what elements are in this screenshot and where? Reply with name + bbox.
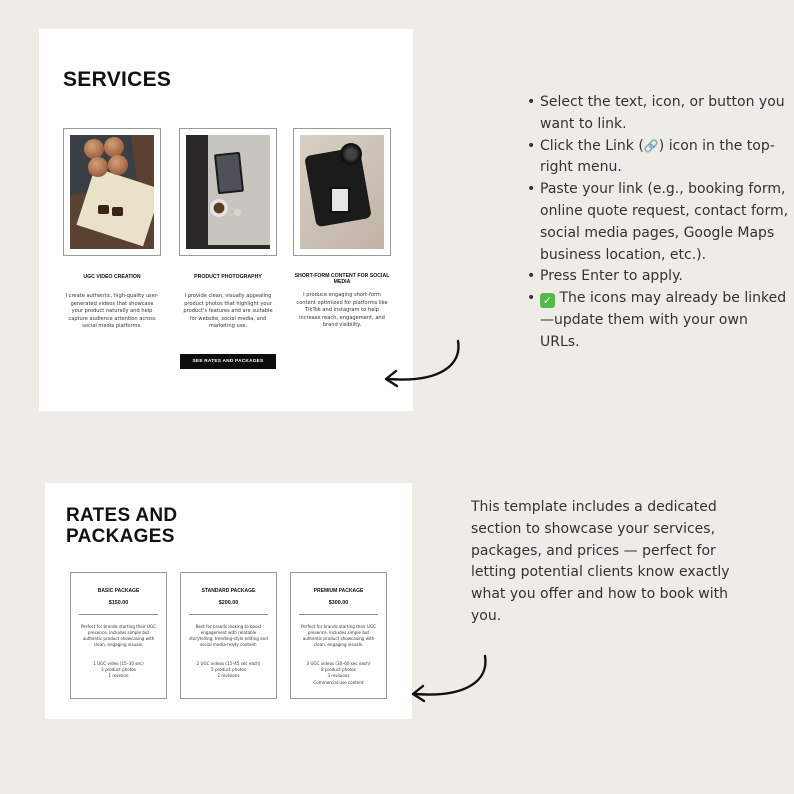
package-include-item: 3 product photos	[101, 667, 136, 673]
service-name: SHORT-FORM CONTENT FOR SOCIAL MEDIA	[294, 273, 390, 285]
package-includes	[71, 661, 166, 680]
package-name: STANDARD PACKAGE	[201, 588, 256, 594]
package-include-item: 1 UGC video (15–30 sec)	[93, 661, 144, 666]
instruction-item: • Select the text, icon, or button you want to link.	[540, 92, 790, 136]
service-card-shortform	[293, 128, 391, 330]
service-desc: I create authentic, high-quality user-generated videos that showcase your product naturally and help capture audience attention across social media platforms.	[65, 293, 159, 330]
instruction-item	[540, 288, 790, 353]
service-name: PRODUCT PHOTOGRAPHY	[194, 274, 262, 280]
instruction-item	[540, 136, 790, 180]
package-desc: Perfect for brands starting their UGC presence. Includes simple but authentic product showcasing with clean, engaging visuals.	[300, 624, 377, 647]
template-description: This template includes a dedicated section to showcase your services, packages, and prices — perfect for letting potential clients know exactly what you offer and how to book with you.	[471, 499, 730, 624]
package-include-item: 2 UGC videos (15–45 sec each)	[196, 661, 261, 666]
package-desc: Best for brands looking to boost engagement with relatable storytelling, trending-style editing and social media-ready content.	[189, 624, 268, 647]
instruction-text: The icons may already be linked—update them with your own URLs.	[540, 290, 787, 350]
package-price: $200.00	[218, 600, 239, 606]
package-includes	[181, 661, 276, 680]
camera-photo	[300, 135, 384, 249]
package-price: $300.00	[328, 600, 349, 606]
package-include-item: Commercial-use content	[313, 679, 364, 685]
rates-title-line2: PACKAGES	[66, 526, 175, 547]
service-name: UGC VIDEO CREATION	[83, 274, 141, 280]
package-desc: Perfect for brands starting their UGC presence. Includes simple but authentic product showcasing with clean, engaging visuals.	[80, 624, 157, 647]
package-card-standard	[180, 572, 277, 699]
package-include-item: 2 revisions	[217, 673, 240, 679]
package-divider	[79, 614, 158, 615]
see-rates-button[interactable]: SEE RATES AND PACKAGES	[180, 354, 276, 369]
service-card-ugc	[63, 128, 161, 331]
package-name: BASIC PACKAGE	[97, 588, 140, 594]
service-card-photo	[179, 128, 277, 331]
curved-arrow-icon	[405, 650, 495, 710]
service-photo-frame	[63, 128, 161, 256]
package-includes	[291, 661, 386, 686]
curved-arrow-icon	[380, 335, 470, 395]
package-include-item: 1 revision	[108, 673, 129, 679]
checkmark-icon: ✓	[540, 293, 555, 308]
rates-title-line1: RATES AND	[66, 505, 178, 526]
services-title: SERVICES	[63, 68, 172, 91]
instruction-text: ) icon in the top-right menu.	[540, 137, 775, 176]
desserts-photo	[70, 135, 154, 249]
package-name: PREMIUM PACKAGE	[313, 588, 364, 594]
package-card-premium	[290, 572, 387, 699]
instructions-list	[540, 92, 790, 354]
service-photo-frame	[179, 128, 277, 256]
package-card-basic	[70, 572, 167, 699]
package-divider	[299, 614, 378, 615]
instruction-item: • Paste your link (e.g., booking form, online quote request, contact form, social media pages, Google Maps business location, etc.).	[540, 179, 790, 266]
link-icon: 🔗	[643, 138, 659, 153]
rates-panel	[45, 483, 412, 719]
service-photo-frame	[293, 128, 391, 256]
package-include-item: 5 product photos	[211, 667, 246, 673]
instruction-item: • Press Enter to apply.	[540, 266, 790, 288]
package-include-item: 3 revisions	[327, 673, 350, 679]
services-panel	[39, 29, 413, 411]
package-divider	[189, 614, 268, 615]
rates-title	[66, 505, 266, 547]
service-desc: I provide clean, visually appealing product photos that highlight your product's features and are suitable for website, social media, and marketing use.	[183, 293, 273, 330]
package-include-item: 8 product photos	[321, 667, 356, 673]
service-desc: I produce engaging short-form content optimized for platforms like TikTok and Instagram to help increase reach, engagement, and brand visibility.	[296, 292, 388, 329]
desk-photo	[186, 135, 270, 249]
package-price: $150.00	[108, 600, 129, 606]
package-include-item: 3 UGC videos (30–60 sec each)	[306, 661, 371, 666]
instruction-text: Click the Link (	[540, 137, 644, 154]
